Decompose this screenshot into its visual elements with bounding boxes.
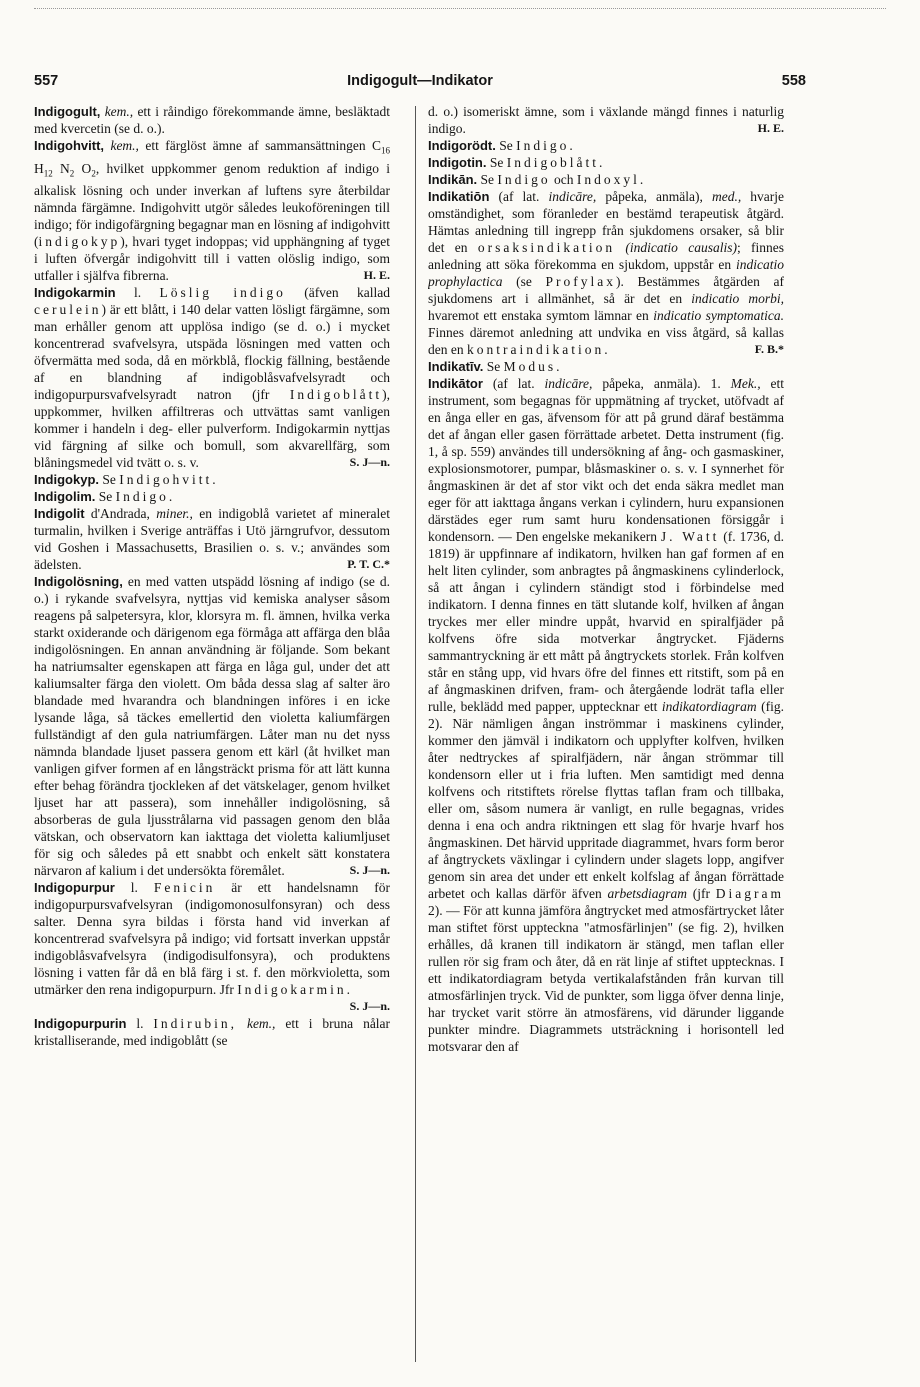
entry-indigohvitt: Indigohvitt, kem., ett färglöst ämne af sammansättningen $C_{16}$ $H_{12}$ $N_2$ $O_2$, hvilket uppkommer genom reduktion af indigo i alkalisk lösning och under inverkan af luftens syre återbildar nämnda färgämne. Indigohvitt utgör således leukoföreningen till indigo; för indigofärgning begagnar man en lösning af indigohvitt (indigokyp), hvari tyget indoppas; vid upphängning af tyget i luften öfvergår indigohvitt till i vatten olöslig indigo, som utfaller i själfva fibrerna. H. E.	[34, 138, 390, 284]
author-signature: F. B.*	[754, 342, 784, 356]
cross-reference: Diagram	[715, 886, 784, 901]
headword: Indigolim.	[34, 489, 96, 505]
entry-indigolit: Indigolit d'Andrada, miner., en indigoblå varietet af mineralet turmalin, hvilken i Sverige anträffas i Utö järngrufvor, dessutom vid Goshen i Massachusetts, Brasilien o. s. v.; användes som ädelsten. P. T. C.*	[34, 506, 390, 573]
entry-indikativ: Indikatīv. Se Modus.	[428, 359, 563, 374]
cross-reference: Profylax	[545, 274, 617, 289]
author-signature: S. J—n.	[349, 455, 390, 470]
entry-indigorodt: Indigorödt. Se Indigo.	[428, 138, 576, 153]
column-divider	[415, 106, 416, 1362]
headword: Indigohvitt,	[34, 138, 105, 153]
left-column	[34, 103, 390, 1365]
entry-indigolim: Indigolim. Se Indigo.	[34, 489, 176, 505]
author-signature: S. J—n.	[349, 999, 390, 1014]
entry-indigopurpur: Indigopurpur l. Fenicin är ett handelsnamn för indigopurpursvafvelsyran (indigomonosulfonsyran) och dess salter. Denna syra bildas i första hand vid inverkan af koncentrerad svafvelsyra på indigo; vid fortsatt inverkan uppstår indigoblåsvafvelsyra (indigodisulfonsyra), och produktens lösning i vatten får då en blå färg i st. f. den mörkvioletta, som utmärker den rena indigopurpurn. Jfr Indigokarmin. S. J—n.	[34, 880, 390, 1014]
entry-indikator: Indikātor (af lat. indicāre, påpeka, anmäla). 1. Mek., ett instrument, som begagnas för uppmätning af trycket, utöfvadt af en ånga eller en gas, äfvensom för att på grund däraf bestämma det af ångan eller gasen förrättade arbetet. Detta instrument (fig. 1, å sp. 559) användes till undersökning af ång- och gasmaskiner, explosionsmotorer, pumpar, blåsmaskiner o. s. v. I synnerhet för ångmaskinen är det af stor vikt och det enda säkra medlet man eger för att iakttaga ångans verkan i cylindern, huru expansionen därstädes eger rum samt huru kondensationen försiggår i kondensorn. — Den engelske mekanikern J. Watt (f. 1736, d. 1819) är uppfinnare af indikatorn, hvilken han gaf formen af en helt liten cylinder, som anbragtes på ångmaskinens cylinderlock, så att ångan i cylindern ständigt stod i förbindelse med indikatorn. I denna finnes en tätt slutande kolf, hvilken af ångan tryckes mer eller mindre uppåt, hvarvid en spiralfjäder på kolfvens öfre sida motverkar ångtrycket. Fjäderns sammantryckning är ett mått på ångtryckets storlek. Från kolfven står en stång upp, vid hvars öfre del finnes ett ritstift, som på en af ångmaskinen drifven, fram- och återgående lodrät tafla eller rulle, beklädd med papper, upptecknar ett indikatordiagram (fig. 2). När nämligen ångan inströmmar i maskinens cylinder, kommer den jämväl i indikatorn och upplyfter kolfven, hvilken åter nedtryckes af spiralfjädern, när ångan strömmar till kondensorn eller ut i fria luften. Men samtidigt med denna kolfvens och ritstiftets rörelse flyttas taflan fram och tillbaka, eller om, såsom numera är vanligt, en rulle begagnas, vrides denna i ena och andra riktningen ett slag för hvarje hvarf hos ångmaskinen. Det härvid uppritade diagrammet, hvars form beror af ångtryckets växlingar i cylindern under slagets lopp, angifver genom sin area det under ett enkelt kolfslag af ångan förrättade arbetet och kallas därför äfven arbetsdiagram (jfr Diagram 2). — För att kunna jämföra ångtrycket med atmosfärtrycket låter man stiftet först uppteckna "atmosfärlinjen" (se fig. 2), hvilken erhålles, då kranen till indikatorn är stängd, men taflan eller rullen rör sig fram och åter, då en rät linje af stiftet upptecknas. I ett indikatordiagram betyda vertikalafstånden från kurvan till atmosfärlinjen tryck. Vid de punkter, som ligga öfver denna linje, har trycket varit större än atmosfärens, vid därunder liggande punkter mindre. Diagrammets utsträckning i horisontell led motsvarar den af	[428, 376, 784, 1054]
headword: Indigokarmin	[34, 285, 116, 301]
entry-indigokyp: Indigokyp. Se Indigohvitt.	[34, 472, 219, 488]
page-number-right: 558	[781, 73, 806, 89]
cross-reference: Indigo	[497, 172, 551, 187]
cross-reference: Indigokarmin.	[237, 982, 354, 998]
right-column	[428, 103, 784, 1365]
page-number-left: 557	[34, 73, 59, 89]
headword: Indikatiōn	[428, 189, 490, 204]
headword: Indigolösning,	[34, 574, 123, 590]
headword: Indikān.	[428, 172, 478, 187]
page-header	[34, 73, 806, 93]
entry-indigokarmin: Indigokarmin l. Löslig indigo (äfven kallad cerulein) är ett blått, i 140 delar vatten lösligt färgämne, som man erhåller genom att upplösa indigo (se d. o.) i mycket koncentrerad svafvelsyra, utspäda lösningen med vatten och öfvermätta med soda, då en mörkblå, flockig fällning, bestående af en blandning af indigoblåsvafvelsyradt och indigopurpursvafvelsyradt natron (jfr Indigoblått), uppkommer, hvilken affiltreras och uttvättas samt vanligen kommer i handeln i deg- eller pulverform. Indigokarmin nyttjas vid färgning af silke och bomull, som akvarellfärg, som blåningsmedel vid tvätt o. s. v. S. J—n.	[34, 285, 390, 471]
cross-reference: Indoxyl.	[576, 172, 647, 187]
entry-indikation: Indikatiōn (af lat. indicāre, påpeka, anmäla), med., hvarje omständighet, som föranleder en bestämd terapeutisk åtgärd. Hämtas anledning till ingrepp från sjukdomens orsaker, så blir det en orsaksindikation (indicatio causalis); finnes anledning att söka förekomma en sjukdom, uppstår en indicatio prophylactica (se Profylax). Bestämmes åtgärden af sjukdomens art i allmänhet, så är det en indicatio morbi, hvaremot ett enstaka symtom lämnar en indicatio symptomatica. Finnes däremot anledning att undvika en viss åtgärd, så kallas den en kontraindikation. F. B.*	[428, 189, 784, 357]
entry-indigolosning: Indigolösning, en med vatten utspädd lösning af indigo (se d. o.) i rykande svafvelsyra, nyttjas vid kemiska analyser såsom reagens på salpetersyra, klor, klorsyra m. fl. ämnen, hvilka verka starkt oxiderande och därigenom ega förmåga att affärga den blåa indigolösningen. En annan användning är följande. Som bekant ha natriumsalter egenskapen att färga en låga gul, under det att kaliumsalter färga den violett. Om båda dessa slag af salter äro blandade med hvarandra och blandningen införes i en icke lysande låga, så täckes emellertid den violetta kaliumfärgen fullständigt af den gula natriumfärgen. Låter man nu det nyss nämnda blandade ljuset passera genom ett kärl (åt hvilket man vanligen gifver formen af en långsträckt prisma för att lätt kunna efter behag förändra tjockleken af det vätskelager, genom hvilket ljuset har att passera), som innehåller indigolösning, så absorberas de gula ljusstrålarna vid passagen genom den blåa vätskan, och observatorn kan iakttaga det violetta kaliumljuset för sig och således på ett snabbt och enkelt sätt konstatera närvaron af kalium i det undersökta föremålet. S. J—n.	[34, 574, 390, 879]
cross-reference: Indigohvitt.	[119, 472, 219, 488]
entry-indikan: Indikān. Se Indigo och Indoxyl.	[428, 172, 647, 187]
headword: Indigotin.	[428, 155, 487, 170]
headword: Indigokyp.	[34, 472, 99, 488]
headword: Indikātor	[428, 376, 483, 391]
author-signature: P. T. C.*	[347, 557, 390, 572]
author-signature: S. J—n.	[349, 863, 390, 878]
headword: Indigolit	[34, 506, 85, 522]
cross-reference: Indigo.	[516, 138, 576, 153]
entry-indigotin: Indigotin. Se Indigoblått.	[428, 155, 606, 170]
headword: Indigogult,	[34, 104, 101, 119]
author-signature: H. E.	[363, 268, 390, 283]
running-title: Indigogult—Indikator	[347, 73, 493, 89]
scan-top-edge	[34, 8, 886, 9]
headword: Indikatīv.	[428, 359, 484, 374]
headword: Indigopurpur	[34, 880, 115, 896]
cross-reference: Indigo.	[115, 489, 176, 505]
cross-reference: Indigoblått.	[506, 155, 606, 170]
entry-continuation: d. o.) isomeriskt ämne, som i växlande mängd finnes i naturlig indigo. H. E.	[428, 104, 784, 136]
entry-indigopurpurin: Indigopurpurin l. Indirubin, kem., ett i bruna nålar kristalliserande, med indigoblått (se	[34, 1016, 390, 1049]
headword: Indigopurpurin	[34, 1016, 127, 1032]
entry-indigogult: Indigogult, kem., ett i råindigo förekommande ämne, besläktadt med kvercetin (se d. o.).	[34, 104, 390, 136]
headword: Indigorödt.	[428, 138, 496, 153]
author-signature: H. E.	[757, 121, 784, 135]
cross-reference: Modus.	[503, 359, 563, 374]
